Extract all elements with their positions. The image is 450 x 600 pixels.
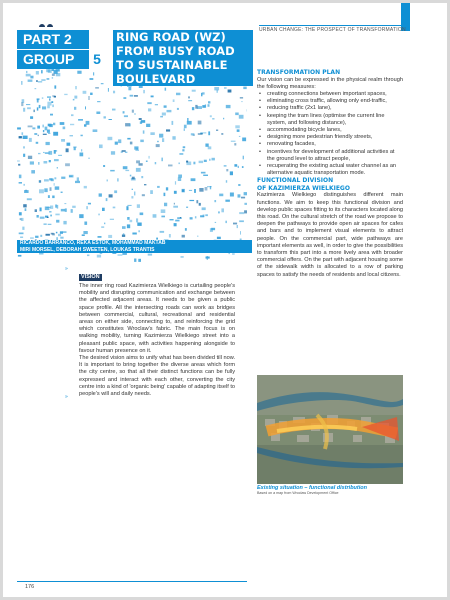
- functional-distribution-map: [257, 375, 403, 484]
- functional-body: Kazimierza Wielkiego distinguishes different main functions. We aim to keep this functional division and develop public spaces fitting to its characters located along this road. On the cultural stretch of the road we propose to deepen the pathways to provide open air spaces for cafes and bars and to implement visual elements to attract people. On the commercial part, wide pathways are important elements as well, in order to give the possibilities to transform this part into a more lively area with broader commercial offers. On the part with adjacent housing some of the sidewalk width is allocated to a row of parking spaces to satisfy the needs of residents and local citizens.: [257, 192, 403, 278]
- author-credits: [17, 240, 252, 253]
- transformation-heading: TRANSFORMATION PLAN: [257, 69, 341, 76]
- figure-caption: [257, 485, 403, 495]
- right-column: [257, 69, 403, 279]
- title-line: FROM BUSY ROAD: [113, 44, 253, 58]
- transformation-intro: Our vision can be expressed in the physical realm through the following measures:: [257, 76, 403, 90]
- list-item: • reducing traffic (2x1 lane),: [267, 105, 403, 112]
- part-label: PART 2: [17, 30, 89, 49]
- group-number: 5: [89, 50, 105, 69]
- functional-heading-2: OF KAZIMIERZA WIELKIEGO: [257, 184, 350, 192]
- footer-rule: [17, 581, 247, 582]
- vision-label: VISION: [81, 274, 100, 280]
- credit-line: MIRI MORSEL, DEBORAH SWEETEN, LOUKAS TRANTIS: [17, 247, 252, 254]
- arrow-icon: »: [65, 266, 68, 272]
- list-item: • designing more pedestrian friendly streets,: [267, 134, 403, 141]
- measures-list: [257, 91, 403, 177]
- running-head: URBAN CHANGE: THE PROSPECT OF TRANSFORMATION: [259, 27, 406, 33]
- credit-line: RICARDO BARRANCO, REKA ESTOK, MOHAMMAD MAKTAB: [17, 240, 252, 247]
- group-label: GROUP: [17, 50, 89, 69]
- title-line: TO SUSTAINABLE: [113, 58, 253, 72]
- functional-heading: FUNCTIONAL DIVISION: [257, 177, 334, 185]
- list-item: • renovating facades,: [267, 141, 403, 148]
- list-item: • incentives for development of additional activities at the ground level to attract people,: [267, 149, 403, 163]
- page-title: [113, 30, 253, 86]
- caption-title: Existing situation – functional distribution: [257, 485, 367, 491]
- vision-paragraph-1: The inner ring road Kazimierza Wielkiego is curtailing people's mobility and disrupting communication and exchange between the affected adjacent areas. It needs to be given a public space profile. All the intersecting roads can work as bridges between commercial, cultural, recreational and residential areas on either side, connecting to, and reinforcing the grid which constitutes Wroclaw's fabric. The main focus is on walking mobility, turning Kazimierza Wielkiego street into a pleasant public space, with activities happening alongside to favour human presence on it.: [79, 283, 235, 354]
- running-head-rule: [259, 25, 401, 26]
- list-item: • keeping the tram lines (optimise the current line system, and following distance),: [267, 113, 403, 127]
- caption-credit: Based on a map from Wroclaw Development Office: [257, 491, 339, 495]
- title-line: BOULEVARD: [113, 72, 253, 86]
- list-item: • recuperating the existing actual water channel as an alternative aquatic transportation mode.: [267, 163, 403, 177]
- vision-paragraph-2: The desired vision aims to unify what has been divided till now. It is important to bring together the diverse areas which form the city centre, so that all their distinct functions can be fully expressed and interact with each other, converting the city centre into a kind of 'organic being' capable of adapting itself to people's will and daily needs.: [79, 355, 235, 398]
- arrow-icon: »: [65, 394, 68, 400]
- list-item: • accommodating bicycle lanes,: [267, 127, 403, 134]
- page: [3, 3, 447, 597]
- list-item: • eliminating cross traffic, allowing only end-traffic,: [267, 98, 403, 105]
- title-line: RING ROAD (WZ): [113, 30, 253, 44]
- list-item: • creating connections between important spaces,: [267, 91, 403, 98]
- page-number: 176: [25, 584, 35, 590]
- left-column: [79, 265, 235, 398]
